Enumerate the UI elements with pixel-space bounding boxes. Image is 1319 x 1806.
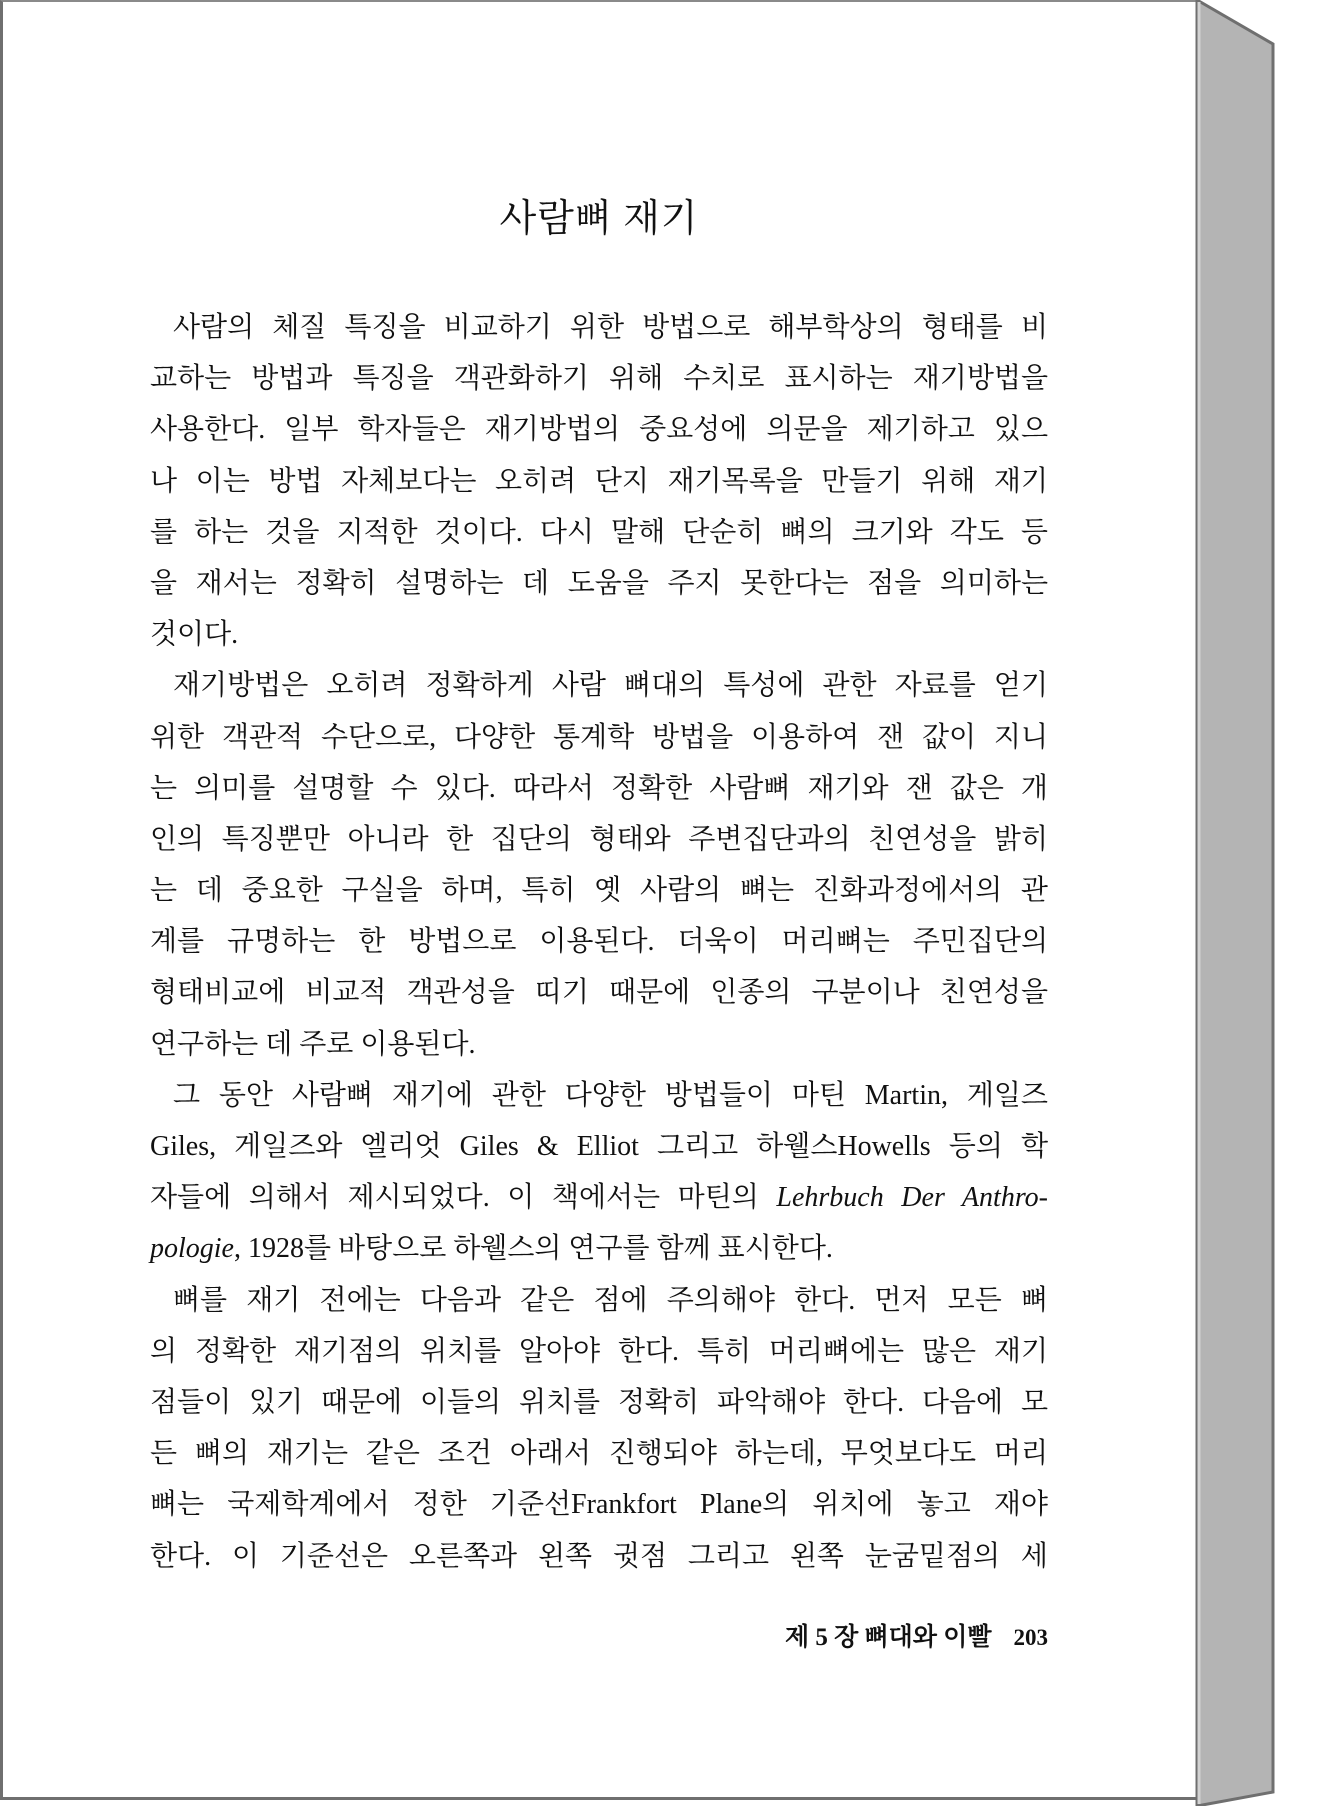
text-segment: 자들에 의해서 제시되었다. 이 책에서는 마틴의 bbox=[150, 1182, 777, 1214]
text-line: 나 이는 방법 자체보다는 오히려 단지 재기목록을 만들기 위해 재기 bbox=[150, 465, 1048, 497]
text-line: 계를 규명하는 한 방법으로 이용된다. 더욱이 머리뼈는 주민집단의 bbox=[150, 926, 1048, 958]
text-line bbox=[150, 1172, 1048, 1223]
italic-book-title: pologie bbox=[150, 1233, 234, 1265]
text-line: 사람의 체질 특징을 비교하기 위한 방법으로 해부학상의 형태를 비 bbox=[173, 312, 1048, 343]
text-line: 는 데 중요한 구실을 하며, 특히 옛 사람의 뼈는 진화과정에서의 관 bbox=[150, 875, 1048, 907]
text-line: 인의 특징뿐만 아니라 한 집단의 형태와 주변집단과의 친연성을 밝히 bbox=[150, 823, 1048, 855]
text-line: 연구하는 데 주로 이용된다. bbox=[150, 1028, 476, 1060]
text-line: 위한 객관적 수단으로, 다양한 통계학 방법을 이용하여 잰 값이 지니 bbox=[150, 721, 1048, 753]
text-line bbox=[150, 1223, 1048, 1274]
text-line: 교하는 방법과 특징을 객관화하기 위해 수치로 표시하는 재기방법을 bbox=[150, 363, 1048, 395]
text-line: 뼈를 재기 전에는 다음과 같은 점에 주의해야 한다. 먼저 모든 뼈 bbox=[173, 1284, 1048, 1316]
chapter-title: 제 5 장 뼈대와 이빨 bbox=[784, 1624, 992, 1651]
text-line: 는 의미를 설명할 수 있다. 따라서 정확한 사람뼈 재기와 잰 값은 개 bbox=[150, 772, 1048, 804]
page-title: 사람뼈 재기 bbox=[499, 198, 699, 240]
text-line: 것이다. bbox=[150, 619, 239, 651]
text-line: 의 정확한 재기점의 위치를 알아야 한다. 특히 머리뼈에는 많은 재기 bbox=[150, 1335, 1048, 1367]
text-line: Giles, 게일즈와 엘리엇 Giles & Elliot 그리고 하웰스Howells 등의 학 bbox=[150, 1131, 1048, 1162]
text-line: 를 하는 것을 지적한 것이다. 다시 말해 단순히 뼈의 크기와 각도 등 bbox=[150, 516, 1048, 548]
text-segment: , 1928를 바탕으로 하웰스의 연구를 함께 표시한다. bbox=[234, 1233, 833, 1265]
text-line: 한다. 이 기준선은 오른쪽과 왼쪽 귓점 그리고 왼쪽 눈굼밑점의 세 bbox=[150, 1540, 1048, 1572]
text-line: 든 뼈의 재기는 같은 조건 아래서 진행되야 하는데, 무엇보다도 머리 bbox=[150, 1438, 1048, 1470]
page-number: 203 bbox=[1013, 1625, 1048, 1650]
text-line: 뼈는 국제학계에서 정한 기준선Frankfort Plane의 위치에 놓고 재야 bbox=[150, 1489, 1048, 1521]
text-line: 사용한다. 일부 학자들은 재기방법의 중요성에 의문을 제기하고 있으 bbox=[150, 414, 1048, 446]
text-line: 을 재서는 정확히 설명하는 데 도움을 주지 못한다는 점을 의미하는 bbox=[150, 567, 1048, 599]
text-line: 재기방법은 오히려 정확하게 사람 뼈대의 특성에 관한 자료를 얻기 bbox=[173, 670, 1048, 702]
text-line: 형태비교에 비교적 객관성을 띠기 때문에 인종의 구분이나 친연성을 bbox=[150, 977, 1048, 1009]
text-line: 점들이 있기 때문에 이들의 위치를 정확히 파악해야 한다. 다음에 모 bbox=[150, 1386, 1048, 1418]
body-text bbox=[150, 302, 1048, 1582]
text-line: 그 동안 사람뼈 재기에 관한 다양한 방법들이 마틴 Martin, 게일즈 bbox=[173, 1079, 1048, 1111]
italic-book-title: Lehrbuch Der Anthro- bbox=[776, 1182, 1048, 1214]
page-footer bbox=[150, 1618, 1048, 1658]
